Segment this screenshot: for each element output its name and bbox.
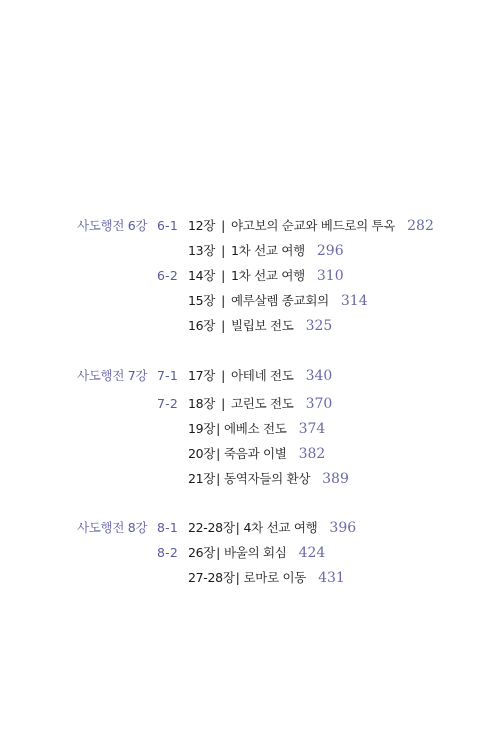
separator: | — [221, 368, 226, 383]
toc-entry[interactable] — [188, 518, 356, 538]
toc-entry[interactable] — [188, 568, 345, 588]
page-number: 389 — [322, 471, 349, 487]
toc-entry[interactable] — [188, 419, 325, 439]
chapter-label: 21장 — [188, 471, 216, 486]
page-number: 382 — [298, 446, 326, 462]
page-number: 374 — [298, 421, 326, 437]
chapter-label: 15장 — [188, 293, 216, 308]
toc-entry[interactable] — [188, 394, 332, 414]
toc-row — [0, 444, 500, 464]
toc-entry[interactable] — [188, 366, 332, 386]
toc-entry[interactable] — [188, 444, 325, 464]
entry-title: 고린도 전도 — [231, 396, 294, 411]
chapter-label: 27-28장 — [188, 570, 235, 585]
toc-row — [0, 266, 500, 286]
separator: | — [235, 570, 240, 585]
separator: | — [221, 318, 226, 333]
toc-row — [0, 419, 500, 439]
toc-entry[interactable] — [188, 291, 368, 311]
separator: | — [221, 218, 226, 233]
entry-title: 동역자들의 환상 — [224, 471, 311, 486]
separator: | — [221, 243, 226, 258]
toc-entry[interactable] — [188, 241, 344, 261]
entry-title: 바울의 회심 — [224, 545, 287, 560]
toc-row — [0, 366, 500, 386]
entry-title: 4차 선교 여행 — [243, 520, 318, 535]
entry-title: 야고보의 순교와 베드로의 투옥 — [231, 218, 396, 233]
toc-row — [0, 241, 500, 261]
chapter-label: 18장 — [188, 396, 216, 411]
chapter-label: 16장 — [188, 318, 216, 333]
chapter-label: 19장 — [188, 421, 216, 436]
toc-row — [0, 518, 500, 538]
entry-title: 1차 선교 여행 — [231, 243, 305, 258]
toc-row — [0, 291, 500, 311]
toc-entry[interactable] — [188, 543, 325, 563]
page-number: 424 — [298, 545, 326, 561]
toc-row — [0, 216, 500, 236]
chapter-label: 20장 — [188, 446, 216, 461]
page-number: 325 — [305, 318, 333, 334]
toc-row — [0, 469, 500, 489]
entry-title: 죽음과 이별 — [224, 446, 287, 461]
page-number: 431 — [318, 570, 345, 586]
section-number: 8-2 — [156, 545, 178, 560]
toc-row — [0, 568, 500, 588]
part-label: 사도행전 7강 — [77, 368, 148, 383]
page-number: 340 — [305, 368, 333, 384]
separator: | — [216, 421, 221, 436]
chapter-label: 13장 — [188, 243, 216, 258]
separator: | — [221, 396, 226, 411]
page-number: 282 — [407, 218, 434, 234]
section-number: 7-2 — [156, 396, 178, 411]
entry-title: 아테네 전도 — [231, 368, 294, 383]
section-number: 6-1 — [156, 218, 178, 233]
separator: | — [235, 520, 240, 535]
toc-row — [0, 316, 500, 336]
page-number: 370 — [305, 396, 333, 412]
separator: | — [216, 446, 221, 461]
chapter-label: 26장 — [188, 545, 216, 560]
entry-title: 로마로 이동 — [243, 570, 307, 585]
toc-entry[interactable] — [188, 316, 332, 336]
chapter-label: 14장 — [188, 268, 216, 283]
entry-title: 에베소 전도 — [224, 421, 287, 436]
part-label: 사도행전 6강 — [77, 218, 148, 233]
chapter-label: 12장 — [188, 218, 216, 233]
toc-entry[interactable] — [188, 469, 349, 489]
entry-title: 빌립보 전도 — [231, 318, 294, 333]
entry-title: 1차 선교 여행 — [231, 268, 305, 283]
chapter-label: 17장 — [188, 368, 216, 383]
chapter-label: 22-28장 — [188, 520, 235, 535]
section-number: 6-2 — [156, 268, 178, 283]
separator: | — [221, 268, 226, 283]
toc-row — [0, 543, 500, 563]
page-number: 310 — [316, 268, 344, 284]
page-number: 396 — [329, 520, 357, 536]
toc-entry[interactable] — [188, 216, 434, 236]
separator: | — [221, 293, 226, 308]
toc-row — [0, 394, 500, 414]
separator: | — [216, 471, 221, 486]
separator: | — [216, 545, 221, 560]
page-number: 296 — [316, 243, 344, 259]
page-number: 314 — [340, 293, 368, 309]
part-label: 사도행전 8강 — [77, 520, 148, 535]
section-number: 8-1 — [156, 520, 178, 535]
section-number: 7-1 — [156, 368, 178, 383]
toc-entry[interactable] — [188, 266, 344, 286]
entry-title: 예루살렘 종교회의 — [231, 293, 329, 308]
